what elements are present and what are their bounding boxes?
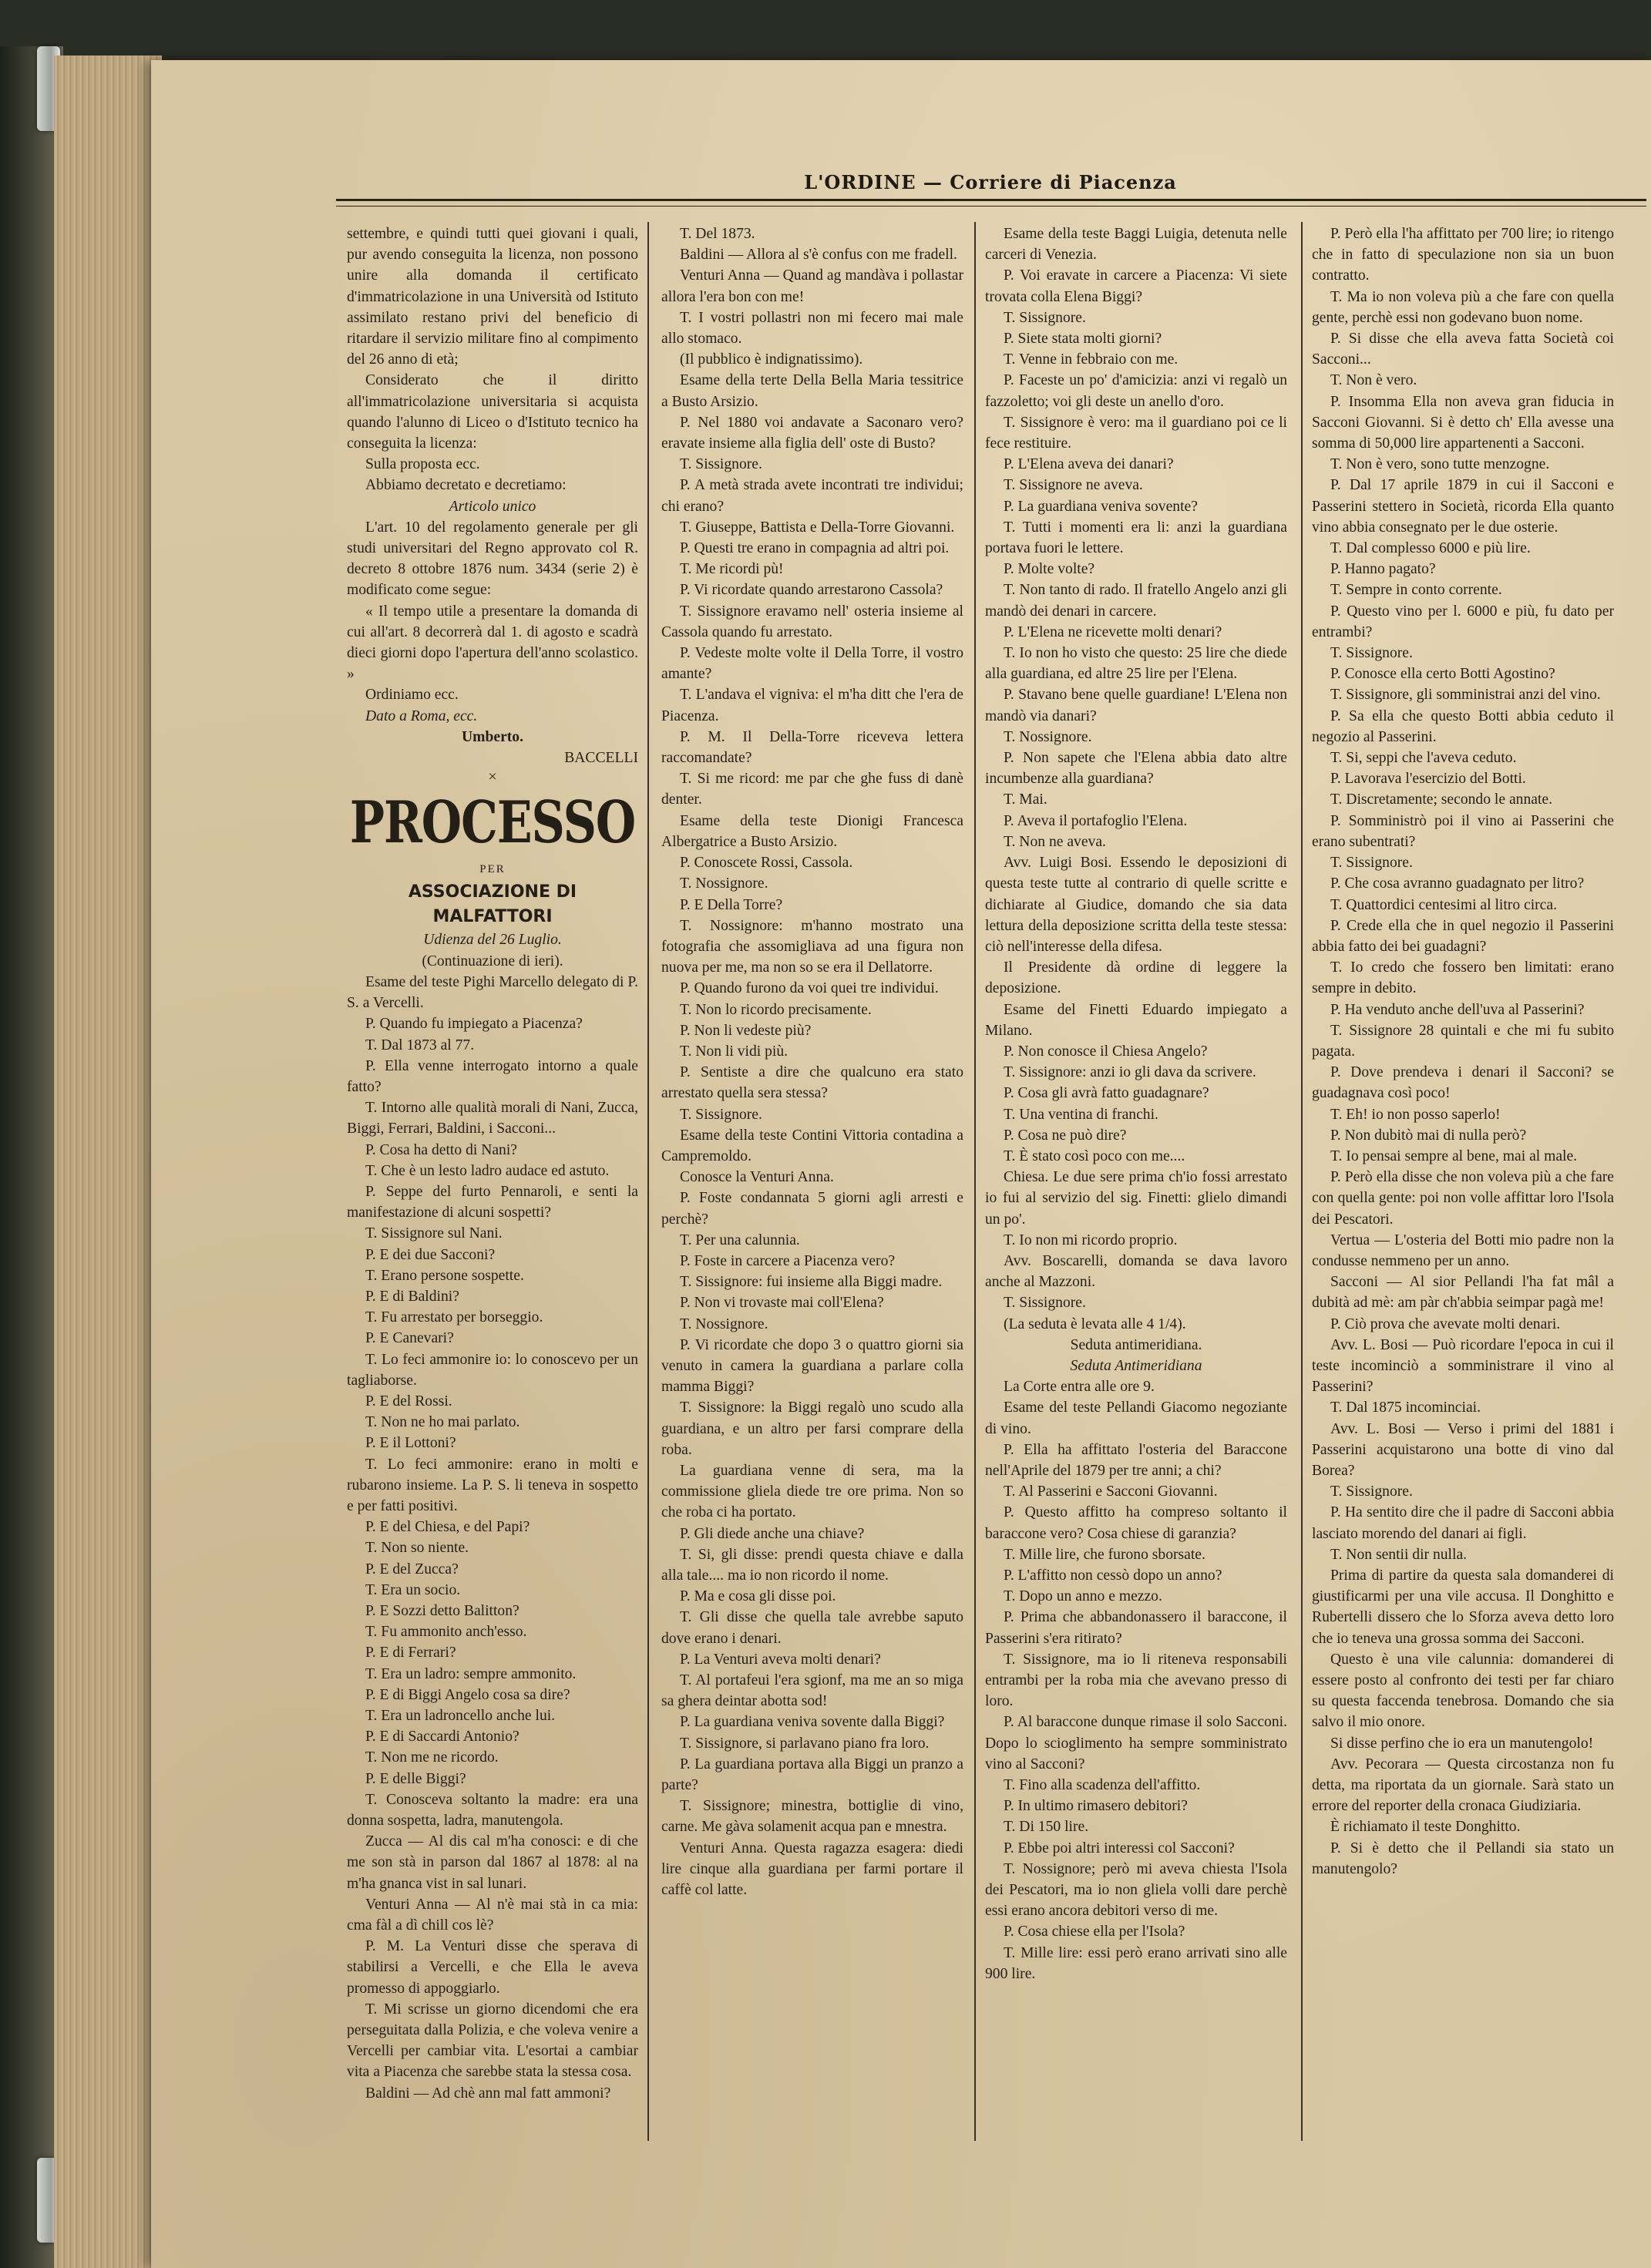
paragraph: P. Quando furono da voi quei tre individui. — [680, 980, 939, 997]
paragraph: P. Conosce ella certo Botti Agostino? — [1330, 666, 1555, 683]
paragraph: Avv. Pecorara — Questa circostanza non fu detta, ma riportata da un giornale. Sarà stato un errore del reporter della cronaca Giudiziaria. — [1312, 1756, 1614, 1815]
paragraph: T. Ma io non voleva più a che fare con quella gente, perchè essi non godevano buon nome. — [1312, 288, 1614, 326]
paragraph: T. Non tanto di rado. Il fratello Angelo anzi gli mandò dei denari in carcere. — [985, 582, 1287, 620]
paragraph: T. Io credo che fossero ben limitati: erano sempre in debito. — [1312, 959, 1614, 997]
column-1 — [347, 223, 638, 2135]
paragraph: T. Era un ladroncello anche lui. — [365, 1708, 556, 1724]
paragraph: (La seduta è levata alle 4 1/4). — [1004, 1315, 1186, 1332]
masthead-title: L'ORDINE — Corriere di Piacenza — [804, 171, 1177, 193]
paragraph: T. Lo feci ammonire io: lo conoscevo per un tagliaborse. — [347, 1351, 638, 1389]
paragraph: T. Sissignore. — [680, 1106, 762, 1123]
paragraph: T. Non lo ricordo precisamente. — [680, 1001, 872, 1018]
paragraph: P. Prima che abbandonassero il baraccone, il Passerini s'era ritirato? — [985, 1609, 1287, 1647]
paragraph: P. Cosa ha detto di Nani? — [365, 1141, 517, 1158]
paragraph: P. Che cosa avranno guadagnato per litro? — [1330, 875, 1585, 892]
paragraph: P. Non vi trovaste mai coll'Elena? — [680, 1295, 884, 1312]
paragraph: T. Fu arrestato per borseggio. — [365, 1309, 543, 1326]
paragraph: P. M. La Venturi disse che sperava di stabilirsi a Vercelli, e che Ella le aveva promesso di appoggiarlo. — [347, 1938, 638, 1997]
paragraph: P. Gli diede anche una chiave? — [680, 1525, 865, 1542]
paragraph: T. Mille lire, che furono sborsate. — [1004, 1546, 1205, 1563]
page-stack-edge — [54, 55, 162, 2268]
paragraph: P. E dei due Sacconi? — [365, 1246, 496, 1263]
paragraph: T. Una ventina di franchi. — [1004, 1106, 1158, 1123]
paragraph: T. Sissignore è vero: ma il guardiano poi ce li fece restituire. — [985, 414, 1287, 452]
paragraph: T. Nossignore; però mi aveva chiesta l'Isola dei Pescatori, ma io non gliela volli dare perchè essi erano ancora debitori verso di me. — [985, 1860, 1287, 1920]
paragraph: T. Sissignore 28 quintali e che mi fu subito pagata. — [1312, 1022, 1614, 1060]
paragraph: P. Aveva il portafoglio l'Elena. — [1004, 812, 1188, 829]
paragraph: Seduta Antimeridiana — [1070, 1357, 1202, 1374]
paragraph: P. La guardiana veniva sovente dalla Biggi? — [680, 1714, 945, 1731]
paragraph: T. Di 150 lire. — [1004, 1819, 1089, 1836]
paragraph: T. Sissignore: fui insieme alla Biggi madre. — [680, 1274, 943, 1291]
paragraph: T. Io non mi ricordo proprio. — [1004, 1231, 1178, 1248]
paragraph: T. Fu ammonito anch'esso. — [365, 1624, 527, 1641]
paragraph: P. L'Elena aveva dei danari? — [1004, 456, 1174, 473]
paragraph: T. Conosceva soltanto la madre: era una donna sospetta, ladra, manutengola. — [347, 1791, 638, 1830]
paragraph: T. Non li vidi più. — [680, 1043, 789, 1060]
paragraph: Ordiniamo ecc. — [365, 687, 459, 704]
column-2 — [661, 223, 963, 2135]
continuation-note: (Continuazione di ieri). — [422, 953, 563, 969]
paragraph: P. E di Saccardi Antonio? — [365, 1729, 520, 1746]
paragraph: P. La Venturi aveva molti denari? — [680, 1651, 881, 1668]
paragraph: T. Io non ho visto che questo: 25 lire che diede alla guardiana, ed altre 25 lire per l'Elena. — [985, 645, 1287, 683]
paragraph: T. Gli disse che quella tale avrebbe saputo dove erano i denari. — [661, 1609, 963, 1647]
paragraph: P. Cosa chiese ella per l'Isola? — [1004, 1924, 1185, 1940]
paragraph: T. Per una calunnia. — [680, 1231, 800, 1248]
testimony-text — [985, 223, 1287, 1984]
paragraph: P. Foste in carcere a Piacenza vero? — [680, 1252, 896, 1269]
paragraph: T. Mai. — [1004, 791, 1047, 808]
paragraph: Venturi Anna — Quand ag mandàva i pollastar allora l'era bon con me! — [661, 267, 963, 305]
paragraph: Avv. L. Bosi — Può ricordare l'epoca in cui il teste incominciò a somministrare il vino al Passerini? — [1312, 1336, 1614, 1396]
paragraph: Umberto. — [462, 728, 523, 745]
paragraph: T. Non ne aveva. — [1004, 833, 1106, 850]
paragraph: P. E del Chiesa, e del Papi? — [365, 1519, 530, 1536]
paragraph: P. Foste condannata 5 giorni agli arresti e perchè? — [661, 1190, 963, 1228]
paragraph: T. Era un ladro: sempre ammonito. — [365, 1665, 577, 1682]
paragraph: P. Ella venne interrogato intorno a quale fatto? — [347, 1057, 638, 1095]
paragraph: P. Ciò prova che avevate molti denari. — [1330, 1315, 1561, 1332]
paragraph: T. Dal 1873 al 77. — [365, 1037, 475, 1053]
paragraph: Esame del Finetti Eduardo impiegato a Milano. — [985, 1001, 1287, 1039]
paragraph: La guardiana venne di sera, ma la commissione gliela diede tre ore prima. Non so che roba ci ha portato. — [661, 1462, 963, 1521]
paragraph: P. Questo vino per l. 6000 e più, fu dato per entrambi? — [1312, 603, 1614, 640]
paragraph: T. Dal complesso 6000 e più lire. — [1330, 540, 1531, 557]
paragraph: Esame della teste Baggi Luigia, detenuta nelle carceri di Venezia. — [985, 226, 1287, 264]
paragraph: Sacconi — Al sior Pellandi l'ha fat mâl a dubità ad mè: am pàr ch'abbia seimpar pagà me! — [1312, 1274, 1614, 1312]
paragraph: P. E del Zucca? — [365, 1561, 459, 1578]
paragraph: T. Sissignore eravamo nell' osteria insieme al Cassola quando fu arrestato. — [661, 603, 963, 640]
paragraph: P. Conoscete Rossi, Cassola. — [680, 855, 853, 872]
paragraph: Avv. L. Bosi — Verso i primi del 1881 i Passerini acquistarono una botte di vino dal Borea? — [1312, 1420, 1614, 1479]
paragraph: P. Voi eravate in carcere a Piacenza: Vi siete trovata colla Elena Biggi? — [985, 267, 1287, 305]
paragraph: T. Eh! io non posso saperlo! — [1330, 1106, 1501, 1123]
section-mark: × — [488, 768, 497, 786]
paragraph: Esame della teste Dionigi Francesca Albergatrice a Busto Arsizio. — [661, 812, 963, 850]
paragraph: È richiamato il teste Donghitto. — [1330, 1819, 1521, 1836]
paragraph: Considerato che il diritto all'immatricolazione universitaria si acquista quando l'alunno di Liceo o d'Istituto tecnico ha conseguita la licenza: — [347, 372, 638, 452]
paragraph: T. Nossignore. — [1004, 728, 1092, 745]
paragraph: Vertua — L'osteria del Botti mio padre non la condusse nemmeno per un anno. — [1312, 1231, 1614, 1269]
paragraph: T. Si, seppi che l'aveva ceduto. — [1330, 750, 1517, 767]
paragraph: Articolo unico — [449, 498, 536, 515]
column-3 — [985, 223, 1287, 2135]
paragraph: P. Vedeste molte volte il Della Torre, il vostro amante? — [661, 645, 963, 683]
paragraph: T. Sissignore. — [1330, 1483, 1413, 1500]
paragraph: T. Giuseppe, Battista e Della-Torre Giovanni. — [680, 519, 955, 536]
paragraph: Abbiamo decretato e decretiamo: — [365, 477, 567, 494]
paragraph: BACCELLI — [564, 750, 638, 767]
paragraph: P. Sa ella che questo Botti abbia ceduto il negozio al Passerini. — [1312, 707, 1614, 745]
paragraph: P. Ella ha affittato l'osteria del Baraccone nell'Aprile del 1879 per tre anni; a chi? — [985, 1441, 1287, 1479]
paragraph: T. Non ne ho mai parlato. — [365, 1414, 520, 1431]
paragraph: P. Stavano bene quelle guardiane! L'Elena non mandò via danari? — [985, 687, 1287, 724]
paragraph: P. La guardiana portava alla Biggi un pranzo a parte? — [661, 1756, 963, 1794]
paragraph: Esame del teste Pellandi Giacomo negoziante di vino. — [985, 1399, 1287, 1437]
paragraph: T. Quattordici centesimi al litro circa. — [1330, 896, 1557, 913]
paragraph: Avv. Boscarelli, domanda se dava lavoro anche al Mazzoni. — [985, 1252, 1287, 1291]
paragraph: Esame del teste Pighi Marcello delegato di P. S. a Vercelli. — [347, 973, 638, 1012]
paragraph: P. E delle Biggi? — [365, 1770, 466, 1787]
paragraph: T. Sissignore, ma io li riteneva responsabili entrambi per la roba mia che avevano presso di loro. — [985, 1651, 1287, 1710]
column-rule-2 — [974, 222, 976, 2141]
paragraph: P. Non dubitò mai di nulla però? — [1330, 1127, 1527, 1144]
paragraph: P. Siete stata molti giorni? — [1004, 331, 1162, 348]
paragraph: T. L'andava el vigniva: el m'ha ditt che l'era de Piacenza. — [661, 687, 963, 724]
paragraph: L'art. 10 del regolamento generale per gli studi universitari del Regno approvato col R. decreto 8 ottobre 1876 num. 3434 (serie 2) è modificato come segue: — [347, 519, 638, 599]
paragraph: P. Però ella disse che non voleva più a che fare con quella gente: poi non volle affittar loro l'Isola dei Pescatori. — [1312, 1169, 1614, 1228]
paragraph: La Corte entra alle ore 9. — [1004, 1379, 1155, 1396]
paragraph: T. Non sentii dir nulla. — [1330, 1546, 1468, 1563]
paragraph: T. Dal 1875 incominciai. — [1330, 1399, 1481, 1416]
testimony-text — [1312, 223, 1614, 1880]
paragraph: P. Vi ricordate quando arrestarono Cassola? — [680, 582, 943, 599]
paragraph: T. Nossignore: m'hanno mostrato una fotografia che assomigliava ad una figura non nuova per me, ma non so se era il Dellatorre. — [661, 917, 963, 976]
paragraph: P. Non conosce il Chiesa Angelo? — [1004, 1043, 1208, 1060]
paragraph: Seduta antimeridiana. — [1070, 1336, 1202, 1353]
paragraph: Zucca — Al dis cal m'ha conosci: e di che me son stà in parson dal 1867 al 1878: al na m'ha gnanca vist in sal lunari. — [347, 1833, 638, 1892]
paragraph: Esame della terte Della Bella Maria tessitrice a Busto Arsizio. — [661, 372, 963, 410]
paragraph: P. Sentiste a dire che qualcuno era stato arrestato quella sera stessa? — [661, 1064, 963, 1102]
paragraph: T. Sissignore; minestra, bottiglie di vino, carne. Me gàva solamenit acqua pan e mnestra. — [661, 1798, 963, 1836]
paragraph: T. Sissignore ne aveva. — [1004, 477, 1143, 494]
paragraph: P. E di Biggi Angelo cosa sa dire? — [365, 1686, 570, 1703]
paragraph: T. Non è vero, sono tutte menzogne. — [1330, 456, 1550, 473]
paragraph: P. Molte volte? — [1004, 561, 1095, 578]
paragraph: T. Dopo un anno e mezzo. — [1004, 1588, 1162, 1605]
paragraph: T. Non so niente. — [365, 1540, 469, 1557]
paragraph: P. Ha sentito dire che il padre di Sacconi abbia lasciato morendo del danari ai figli. — [1312, 1504, 1614, 1542]
paragraph: P. Faceste un po' d'amicizia: anzi vi regalò un fazzoletto; voi gli deste un anello d'oro. — [985, 372, 1287, 410]
paragraph: P. A metà strada avete incontrati tre individui; chi erano? — [661, 477, 963, 515]
paragraph: T. Al Passerini e Sacconi Giovanni. — [1004, 1483, 1218, 1500]
paragraph: T. Sissignore, si parlavano piano fra loro. — [680, 1735, 930, 1752]
paragraph: T. Nossignore. — [680, 1315, 768, 1332]
article-title: PROCESSO — [349, 789, 636, 858]
paragraph: P. L'affitto non cessò dopo un anno? — [1004, 1567, 1222, 1584]
paragraph: T. Sissignore. — [1004, 1295, 1086, 1312]
paragraph: Venturi Anna — Al n'è mai stà in ca mia: cma fàl a dì chill cos lè? — [347, 1896, 638, 1934]
paragraph: P. La guardiana veniva sovente? — [1004, 498, 1198, 515]
paragraph: T. Mille lire: essi però erano arrivati sino alle 900 lire. — [985, 1944, 1287, 1982]
paragraph: T. È stato così poco con me.... — [1004, 1147, 1185, 1164]
paragraph: T. Nossignore. — [680, 875, 768, 892]
paragraph: P. Questi tre erano in compagnia ad altri poi. — [680, 540, 950, 557]
paragraph: Conosce la Venturi Anna. — [680, 1169, 834, 1186]
paragraph: P. Dal 17 aprile 1879 in cui il Sacconi e Passerini stettero in Società, ricorda Ella quanto vino abbia consegnato per le due osterie. — [1312, 477, 1614, 536]
paragraph: P. Cosa ne può dire? — [1004, 1127, 1127, 1144]
paragraph: P. E Canevari? — [365, 1330, 454, 1347]
paragraph: P. E Della Torre? — [680, 896, 783, 913]
paragraph: P. Seppe del furto Pennaroli, e senti la manifestazione di alcuni sospetti? — [347, 1183, 638, 1221]
paragraph: T. I vostri pollastri non mi fecero mai male allo stomaco. — [661, 309, 963, 348]
paragraph: P. Ebbe poi altri interessi col Sacconi? — [1004, 1840, 1235, 1856]
paragraph: P. Ma e cosa gli disse poi. — [680, 1588, 836, 1605]
paragraph: P. E il Lottoni? — [365, 1435, 456, 1452]
paragraph: P. Crede ella che in quel negozio il Passerini abbia fatto dei bei guadagni? — [1312, 917, 1614, 955]
testimony-text — [347, 972, 638, 2104]
paragraph: T. Sempre in conto corrente. — [1330, 582, 1502, 599]
paragraph: Questo è una vile calunnia: domanderei di essere posto al confronto dei testi per far chiaro su questa faccenda tenebrosa. Domando che sia salvo il mio onore. — [1312, 1651, 1614, 1731]
paragraph: P. Insomma Ella non aveva gran fiducia in Sacconi Giovanni. Si è detto ch' Ella avesse una somma di 50,000 lire appartenenti a Sacconi. — [1312, 393, 1614, 452]
paragraph: T. Lo feci ammonire: erano in molti e rubarono insieme. La P. S. li teneva in sospetto e per fatti positivi. — [347, 1456, 638, 1514]
paragraph: P. Ha venduto anche dell'uva al Passerini? — [1330, 1001, 1585, 1018]
page-header — [339, 171, 1642, 214]
paragraph: P. Al baraccone dunque rimase il solo Sacconi. Dopo lo scioglimento ha sempre somministrato vino al Sacconi? — [985, 1714, 1287, 1772]
paragraph: P. Non sapete che l'Elena abbia dato altre incumbenze alla guardiana? — [985, 750, 1287, 788]
paragraph: T. Sissignore. — [680, 456, 762, 473]
paragraph: P. Non li vedeste più? — [680, 1022, 812, 1039]
paragraph: P. Lavorava l'esercizio del Botti. — [1330, 771, 1526, 788]
paragraph: P. E del Rossi. — [365, 1393, 452, 1410]
paragraph: T. Non me ne ricordo. — [365, 1749, 499, 1766]
paragraph: P. Nel 1880 voi andavate a Saconaro vero? eravate insieme alla figlia dell' oste di Busto? — [661, 414, 963, 452]
paragraph: Baldini — Ad chè ann mal fatt ammoni? — [365, 2085, 611, 2102]
paragraph: Chiesa. Le due sere prima ch'io fossi arrestato io fui al servizio del sig. Finetti: glielo dimandi un po'. — [985, 1169, 1287, 1228]
paragraph: T. Sissignore: la Biggi regalò uno scudo alla guardiana, e un altro per farsi comprare della roba. — [661, 1399, 963, 1458]
paragraph: T. Venne in febbraio con me. — [1004, 351, 1179, 368]
paragraph: Venturi Anna. Questa ragazza esagera: diedi lire cinque alla guardiana per farmi portare il caffè col latte. — [661, 1840, 963, 1899]
paragraph: P. Questo affitto ha compreso soltanto il baraccone vero? Cosa chiese di garanzia? — [985, 1504, 1287, 1542]
header-rule — [336, 199, 1646, 207]
paragraph: Sulla proposta ecc. — [365, 456, 480, 473]
paragraph: P. Si disse che ella aveva fatta Società coi Sacconi... — [1312, 331, 1614, 368]
paragraph: settembre, e quindi tutti quei giovani i quali, pur avendo conseguita la licenza, non possono unire alla domanda il certificato d'immatricolazione in una Università od Istituto assimilato restano privi del beneficio di ritardare il servizio militare fino al compimento del 26 anno di età; — [347, 226, 638, 368]
paragraph: P. L'Elena ne ricevette molti denari? — [1004, 623, 1222, 640]
paragraph: T. Me ricordi pù! — [680, 561, 784, 578]
paragraph: P. E di Baldini? — [365, 1288, 459, 1305]
column-rule-3 — [1301, 222, 1303, 2141]
paragraph: P. In ultimo rimasero debitori? — [1004, 1798, 1188, 1815]
paragraph: T. Del 1873. — [680, 226, 755, 242]
paragraph: P. Vi ricordate che dopo 3 o quattro giorni sia venuto in camera la guardiana a parlare colla mamma Biggi? — [661, 1336, 963, 1396]
paragraph: Dato a Roma, ecc. — [365, 707, 478, 724]
decree-text — [347, 223, 638, 768]
paragraph: P. Quando fu impiegato a Piacenza? — [365, 1016, 583, 1033]
column-rule-1 — [647, 222, 649, 2141]
paragraph: T. Si, gli disse: prendi questa chiave e dalla alla tale.... ma io non ricordo il nome. — [661, 1546, 963, 1584]
paragraph: T. Fino alla scadenza dell'affitto. — [1004, 1777, 1201, 1794]
paragraph: T. Non è vero. — [1330, 372, 1417, 389]
paragraph: T. Mi scrisse un giorno dicendomi che era perseguitata dalla Polizia, e che voleva venire a Vercelli per cambiar vita. L'esortai a cambiar vita a Piacenza che sarebbe stata la stessa cosa. — [347, 2001, 638, 2081]
article-subtitle: ASSOCIAZIONE DI MALFATTORI — [408, 882, 577, 927]
paragraph: P. Somministrò poi il vino ai Passerini che erano subentrati? — [1312, 812, 1614, 850]
paragraph: T. Io pensai sempre al bene, mai al male. — [1330, 1147, 1578, 1164]
paragraph: (Il pubblico è indignatissimo). — [680, 351, 863, 368]
paragraph: Esame della teste Contini Vittoria contadina a Campremoldo. — [661, 1127, 963, 1164]
paragraph: P. E Sozzi detto Balitton? — [365, 1602, 520, 1619]
paragraph: P. M. Il Della-Torre riceveva lettera raccomandate? — [661, 728, 963, 767]
testimony-text — [661, 223, 963, 1900]
paragraph: Baldini — Allora al s'è confus con me fradell. — [680, 247, 957, 264]
paragraph: P. E di Ferrari? — [365, 1645, 456, 1662]
article-title-per: PER — [479, 863, 506, 876]
column-4 — [1312, 223, 1614, 2135]
paragraph: P. Cosa gli avrà fatto guadagnare? — [1004, 1085, 1209, 1102]
paragraph: « Il tempo utile a presentare la domanda di cui all'art. 8 decorrerà dal 1. di agosto e scadrà dieci giorni dopo l'apertura dell'anno scolastico. » — [347, 603, 638, 683]
paragraph: T. Si me ricord: me par che ghe fuss di danè denter. — [661, 771, 963, 808]
paragraph: Prima di partire da questa sala domanderei di giustificarmi per una vile accusa. Il Donghitto e Rubertelli dissero che lo Sforza aveva detto loro che io teneva una grossa somma dei Sacconi. — [1312, 1567, 1614, 1647]
paragraph: Avv. Luigi Bosi. Essendo le deposizioni di questa teste tutte al contrario di quelle scritte e dichiarate al Giudice, domando che sia data lettura della deposizione scritta della teste stessa: ciò nell'interesse della difesa. — [985, 855, 1287, 955]
paragraph: T. Al portafeui l'era sgionf, ma me an so miga sa ghera deintar abotta sod! — [661, 1672, 963, 1710]
hearing-date: Udienza del 26 Luglio. — [423, 932, 562, 949]
paragraph: T. Era un socio. — [365, 1581, 461, 1598]
paragraph: T. Sissignore sul Nani. — [365, 1225, 503, 1242]
paragraph: T. Discretamente; secondo le annate. — [1330, 791, 1552, 808]
paragraph: T. Sissignore. — [1330, 645, 1413, 662]
paragraph: T. Erano persone sospette. — [365, 1267, 524, 1284]
paragraph: T. Che è un lesto ladro audace ed astuto. — [365, 1162, 610, 1179]
paragraph: P. Però ella l'ha affittato per 700 lire; io ritengo che in fatto di speculazione non sia un buon contratto. — [1312, 226, 1614, 284]
paragraph: T. Sissignore: anzi io gli dava da scrivere. — [1004, 1064, 1256, 1081]
paragraph: T. Intorno alle qualità morali di Nani, Zucca, Biggi, Ferrari, Baldini, i Sacconi... — [347, 1100, 638, 1137]
paragraph: P. Si è detto che il Pellandi sia stato un manutengolo? — [1312, 1840, 1614, 1877]
paragraph: T. Sissignore. — [1004, 309, 1086, 326]
paragraph: P. Hanno pagato? — [1330, 561, 1436, 578]
paragraph: P. Dove prendeva i denari il Sacconi? se guadagnava così poco! — [1312, 1064, 1614, 1102]
paragraph: T. Tutti i momenti era li: anzi la guardiana portava fuori le lettere. — [985, 519, 1287, 557]
paragraph: T. Sissignore. — [1330, 855, 1413, 872]
paragraph: T. Sissignore, gli somministrai anzi del vino. — [1330, 687, 1601, 704]
paragraph: Si disse perfino che io era un manutengolo! — [1330, 1735, 1594, 1752]
paragraph: Il Presidente dà ordine di leggere la deposizione. — [985, 959, 1287, 997]
